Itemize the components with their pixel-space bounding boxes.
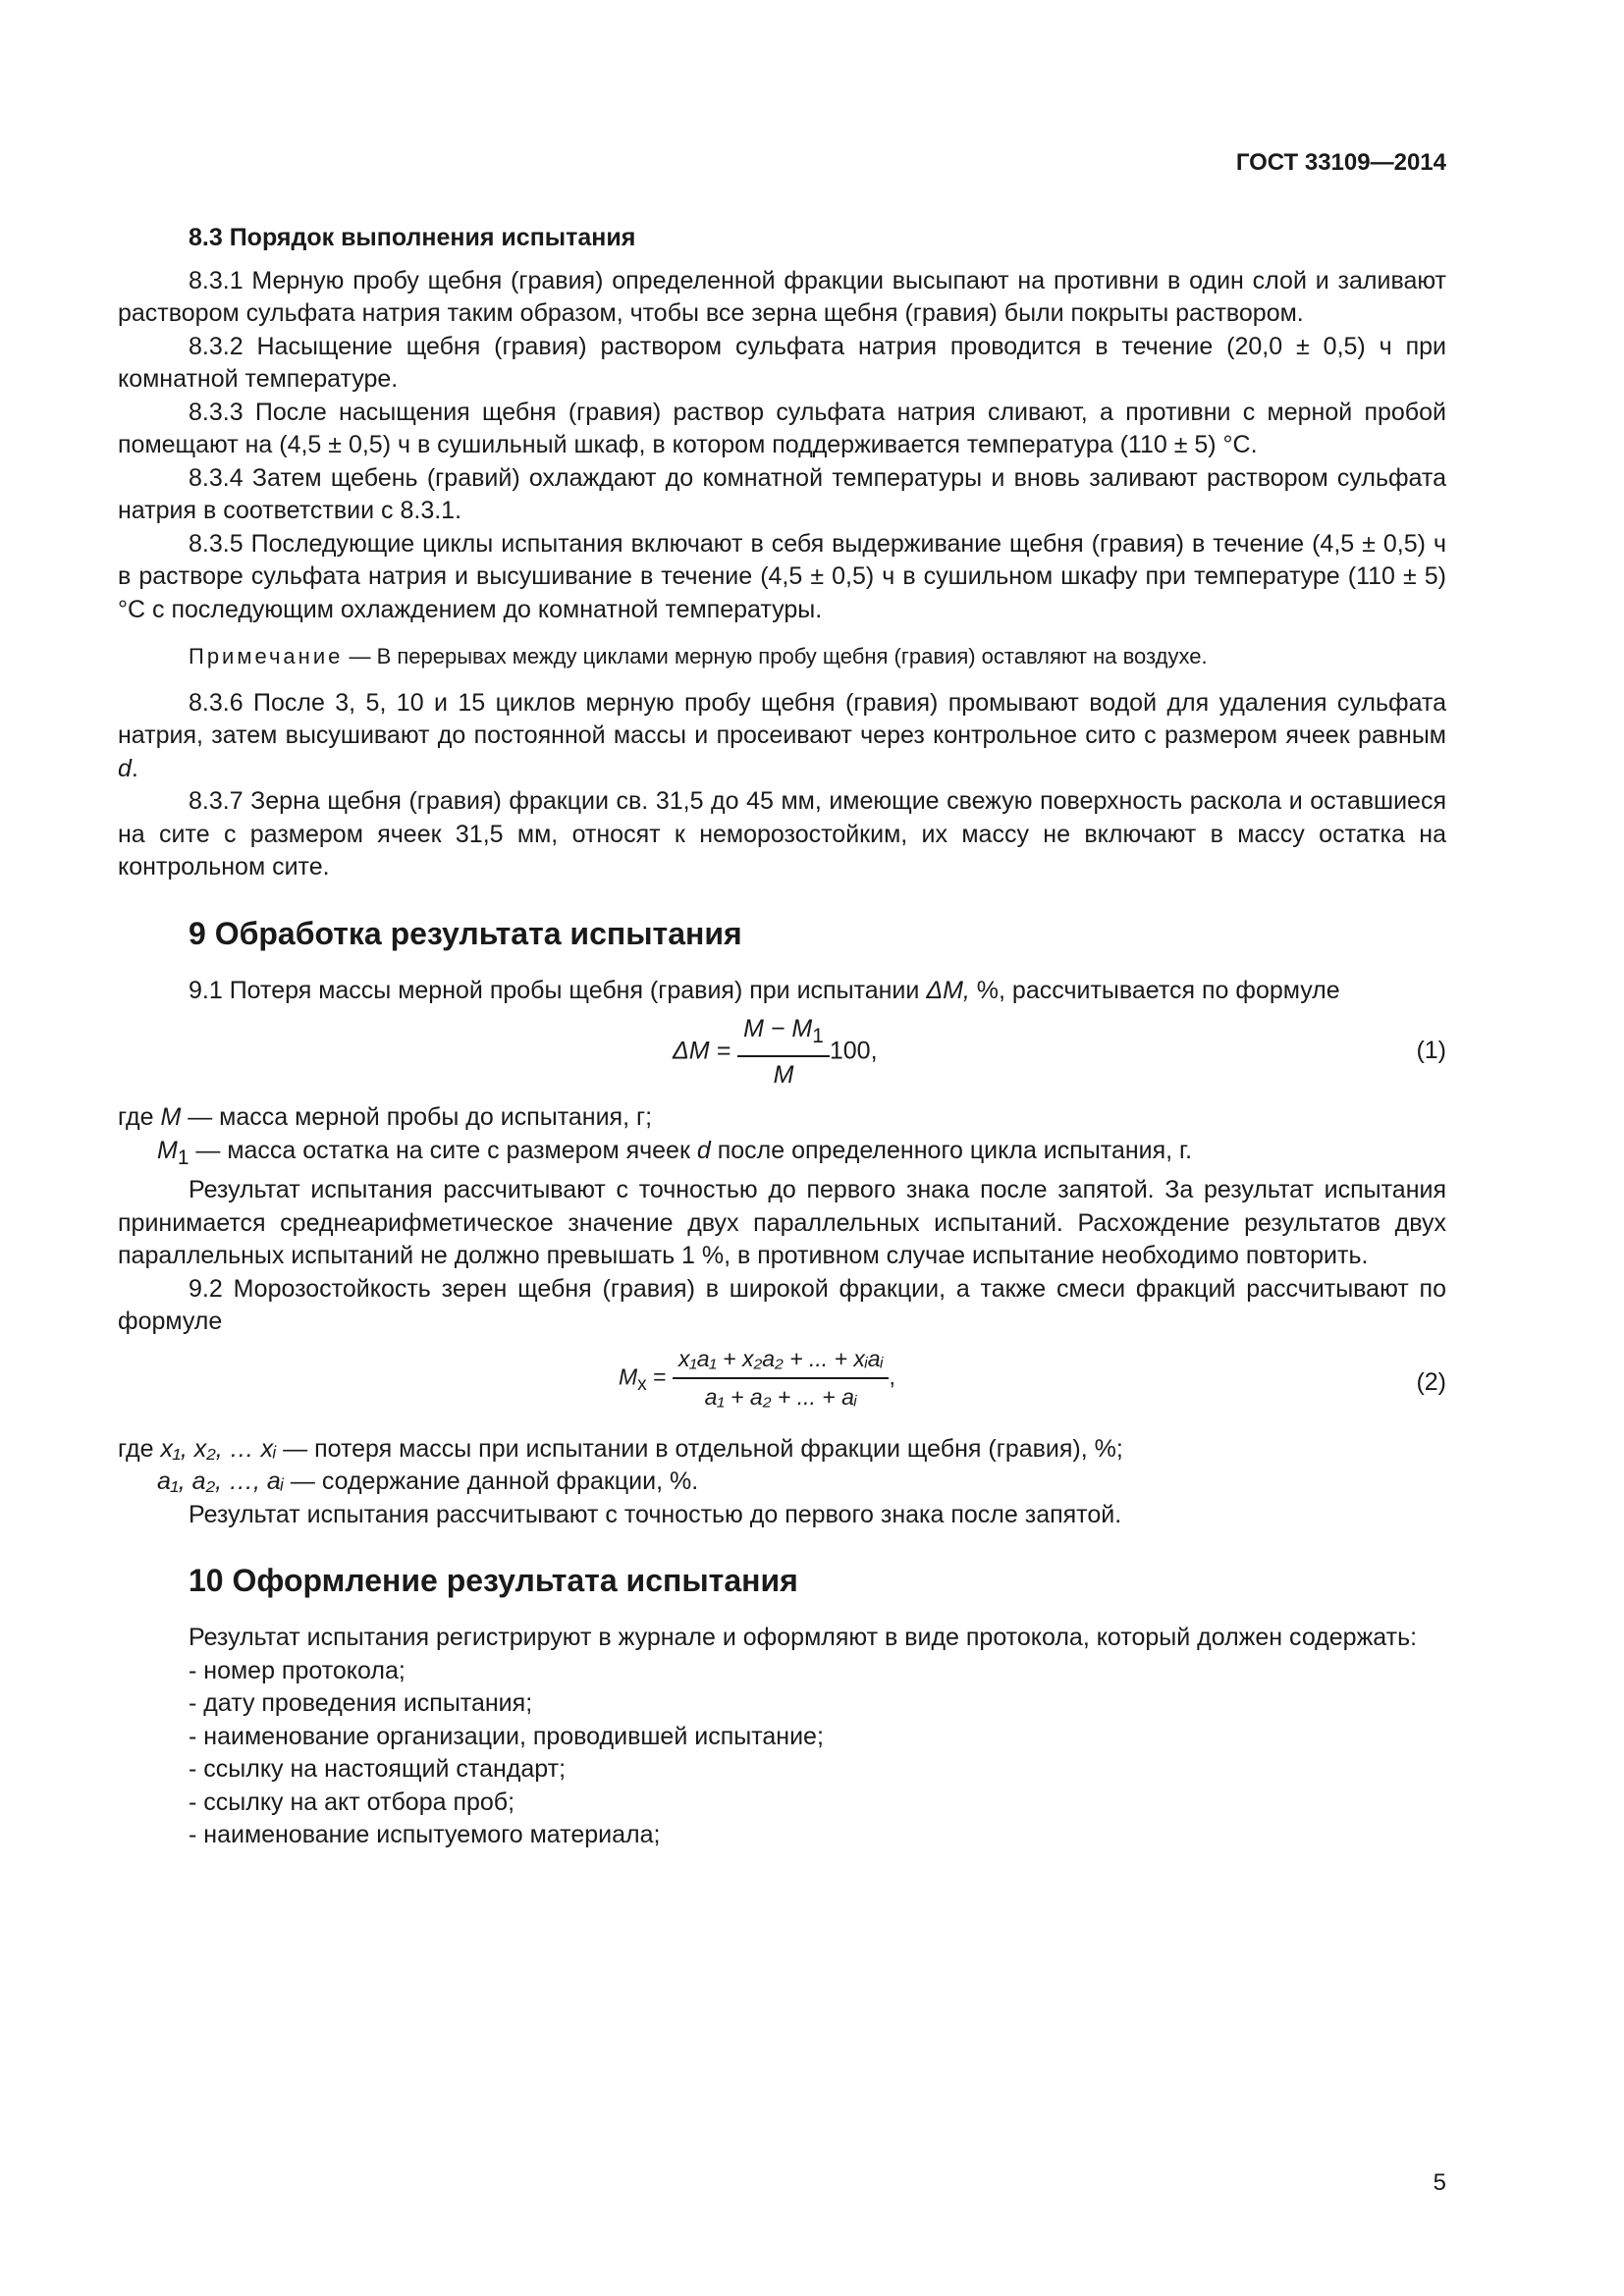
where-1-m-text: — масса мерной пробы до испытания, г; bbox=[181, 1103, 653, 1131]
paragraph-8-3-3: 8.3.3 После насыщения щебня (гравия) раствор сульфата натрия сливают, а противни с мерной пробой помещают на (4,5 ± 0,5) ч в сушильный шкаф, в котором поддерживается температура (110 ± 5) °С. bbox=[118, 398, 1446, 458]
formula-1 bbox=[118, 1007, 1446, 1101]
paragraph-9-1-end: %, рассчитывается по формуле bbox=[969, 976, 1340, 1004]
page-number: 5 bbox=[1433, 2169, 1446, 2196]
paragraph-8-3-7: 8.3.7 Зерна щебня (гравия) фракции св. 31,5 до 45 мм, имеющие свежую поверхность раскола и оставшиеся на сите с размером ячеек 31,5 мм, относят к неморозостойким, их массу не включают в массу остатка на контрольном сите. bbox=[118, 787, 1446, 881]
paragraph-8-3-6-end: . bbox=[131, 754, 138, 782]
where-2-a-text: — содержание данной фракции, %. bbox=[283, 1468, 699, 1495]
paragraph-10-intro: Результат испытания регистрируют в журнале и оформляют в виде протокола, который должен содержать: bbox=[189, 1624, 1418, 1651]
formula-1-denominator-text: M bbox=[773, 1060, 794, 1089]
formula-2-numerator bbox=[673, 1343, 889, 1380]
variable-d-2: d bbox=[696, 1136, 711, 1164]
formula-2-denominator-text: a₁ + a₂ + ... + aᵢ bbox=[704, 1384, 857, 1410]
formula-1-number: (1) bbox=[1416, 1037, 1446, 1064]
where-2-x-text: — потеря массы при испытании в отдельной фракции щебня (гравия), %; bbox=[276, 1434, 1123, 1463]
formula-1-numerator-text: M − M bbox=[743, 1015, 813, 1042]
paragraph-9-2-result: Результат испытания рассчитывают с точностью до первого знака после запятой. bbox=[189, 1500, 1122, 1528]
standard-code: ГОСТ 33109—2014 bbox=[1235, 149, 1446, 176]
note-label: Примечание bbox=[189, 644, 344, 668]
paragraph-8-3-2: 8.3.2 Насыщение щебня (гравия) раствором сульфата натрия проводится в течение (20,0 ± 0,5) ч при комнатной температуре. bbox=[118, 332, 1446, 393]
paragraph-8-3-6-text: 8.3.6 После 3, 5, 10 и 15 циклов мерную пробу щебня (гравия) промывают водой для удаления сульфата натрия, затем высушивают до постоянной массы и просеивают через контрольное сито с размером ячеек равным bbox=[118, 688, 1446, 749]
formula-2 bbox=[118, 1339, 1446, 1433]
where-1-m1-text1: — масса остатка на сите с размером ячеек bbox=[189, 1136, 697, 1164]
paragraph-8-3-5: 8.3.5 Последующие циклы испытания включают в себя выдерживание щебня (гравия) в течение (4,5 ± 0,5) ч в растворе сульфата натрия и высушивание в течение (4,5 ± 0,5) ч в сушильном шкафу при температуре (110 ± 5) °С с последующим охлаждением до комнатной температуры. bbox=[118, 529, 1446, 623]
formula-1-fraction bbox=[737, 1013, 830, 1092]
formula-2-number: (2) bbox=[1416, 1367, 1446, 1396]
formula-1-denominator bbox=[737, 1057, 830, 1093]
variable-m: M bbox=[160, 1103, 182, 1131]
formula-2-eq: = bbox=[646, 1363, 667, 1390]
note bbox=[189, 640, 1446, 673]
list-item: - наименование организации, проводившей испытание; bbox=[189, 1722, 824, 1750]
where-1-m1 bbox=[157, 1135, 1446, 1175]
subsection-heading-8-3: 8.3 Порядок выполнения испытания bbox=[189, 224, 636, 251]
where-1-m bbox=[118, 1101, 1446, 1135]
paragraph-9-1-result: Результат испытания рассчитывают с точностью до первого знака после запятой. За результат испытания принимается среднеарифметическое значение двух параллельных испытаний. Расхождение результатов двух параллельных испытаний не должно превышать 1 %, в противном случае испытание необходимо повторить. bbox=[118, 1176, 1446, 1269]
formula-1-numerator bbox=[737, 1013, 830, 1057]
variable-m1: M bbox=[157, 1136, 178, 1164]
variable-m1-sub: 1 bbox=[177, 1146, 189, 1169]
variable-delta-m: ΔM, bbox=[926, 976, 970, 1004]
list-item: - ссылку на акт отбора проб; bbox=[189, 1788, 515, 1816]
formula-1-numerator-sub: 1 bbox=[812, 1025, 824, 1047]
where-2-a bbox=[157, 1466, 1446, 1499]
formula-1-expression bbox=[673, 1013, 878, 1092]
list-item: - наименование испытуемого материала; bbox=[189, 1821, 661, 1848]
paragraph-8-3-4: 8.3.4 Затем щебень (гравий) охлаждают до комнатной температуры и вновь заливают раствором сульфата натрия в соответствии с 8.3.1. bbox=[118, 463, 1446, 524]
page-content bbox=[118, 222, 1446, 1852]
variables-a: a₁, a₂, …, aᵢ bbox=[157, 1468, 284, 1495]
formula-2-numerator-text: x₁a₁ + x₂a₂ + ... + xᵢaᵢ bbox=[677, 1345, 884, 1371]
formula-2-expression bbox=[619, 1343, 895, 1415]
formula-2-lhs-sub: x bbox=[637, 1373, 647, 1395]
paragraph-9-2: 9.2 Морозостойкость зерен щебня (гравия) в широкой фракции, а также смеси фракций рассчитывают по формуле bbox=[118, 1274, 1446, 1335]
where-prefix-2: где bbox=[118, 1434, 161, 1463]
note-text: — В перерывах между циклами мерную пробу щебня (гравия) оставляют на воздухе. bbox=[343, 644, 1208, 668]
formula-2-fraction bbox=[673, 1343, 889, 1415]
variables-x: x₁, x₂, … xᵢ bbox=[160, 1434, 277, 1463]
list-item: - дату проведения испытания; bbox=[189, 1689, 533, 1717]
list-item: - номер протокола; bbox=[189, 1656, 406, 1684]
where-2-x bbox=[118, 1433, 1446, 1467]
where-prefix: где bbox=[118, 1103, 161, 1131]
variable-d: d bbox=[118, 754, 132, 782]
list-item: - ссылку на настоящий стандарт; bbox=[189, 1755, 567, 1783]
formula-2-lhs: M bbox=[619, 1363, 638, 1390]
formula-1-lhs: ΔM = bbox=[673, 1037, 731, 1065]
paragraph-8-3-1: 8.3.1 Мерную пробу щебня (гравия) определенной фракции высыпают на противни в один слой и заливают раствором сульфата натрия таким образом, чтобы все зерна щебня (гравия) были покрыты раствором. bbox=[118, 266, 1446, 327]
paragraph-9-1-text: 9.1 Потеря массы мерной пробы щебня (гравия) при испытании bbox=[189, 976, 927, 1004]
section-heading-9: 9 Обработка результата испытания bbox=[189, 915, 742, 951]
where-1-m1-text2: после определенного цикла испытания, г. bbox=[710, 1136, 1193, 1164]
formula-2-denominator bbox=[673, 1379, 889, 1415]
paragraph-8-3-6 bbox=[118, 687, 1446, 786]
formula-1-tail: 100, bbox=[829, 1037, 878, 1065]
paragraph-9-1 bbox=[118, 975, 1446, 1008]
section-heading-10: 10 Оформление результата испытания bbox=[189, 1563, 798, 1598]
formula-2-tail: , bbox=[889, 1363, 895, 1390]
